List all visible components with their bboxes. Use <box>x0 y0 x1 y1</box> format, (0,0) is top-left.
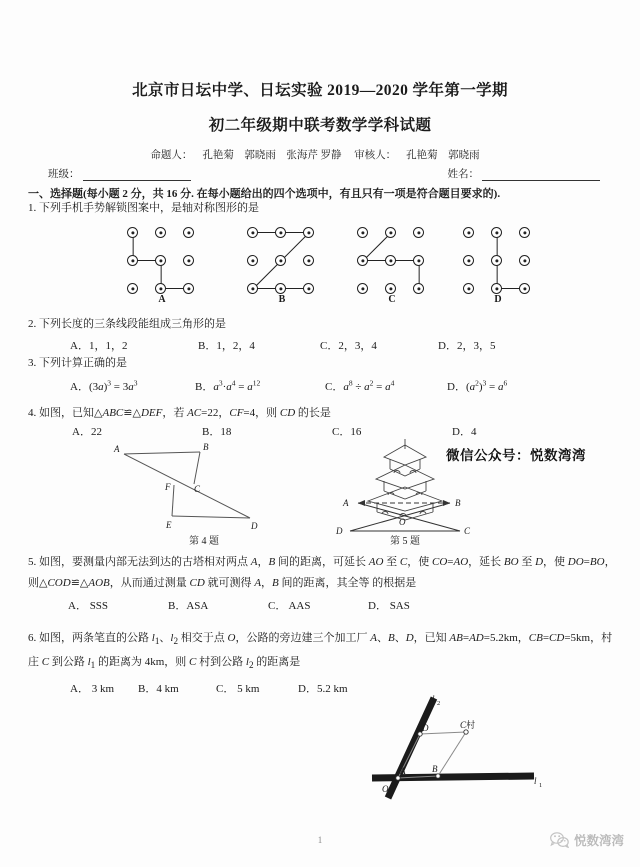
question-4-text <box>28 405 616 422</box>
figure-crossing-roads <box>362 692 547 805</box>
question-3-options <box>70 378 580 394</box>
question-2-body: 下列长度的三条线段能组成三角形的是 <box>39 318 226 330</box>
question-2-text <box>28 316 616 333</box>
question-2-option-c[interactable]: C．2，3，4 <box>320 340 377 352</box>
question-6-option-a[interactable]: A． 3 km <box>70 683 114 695</box>
vertex-label-c: C <box>194 484 201 494</box>
pattern-dot[interactable] <box>463 283 474 294</box>
question-5-options <box>68 597 468 613</box>
vertex-label-d: D <box>251 521 258 531</box>
question-1-body: 下列手机手势解锁图案中，是轴对称图形的是 <box>39 202 259 214</box>
road-label-l2: l <box>432 694 435 704</box>
pattern-dot[interactable] <box>303 227 314 238</box>
question-4-option-d[interactable]: D．4 <box>452 426 477 438</box>
pagoda-label-o: O <box>399 517 406 527</box>
pattern-label-d: D <box>494 294 502 305</box>
pattern-label-c: C <box>388 294 396 305</box>
pattern-dot[interactable] <box>385 227 396 238</box>
name-label: 姓名： <box>447 169 479 180</box>
figure-congruent-triangles <box>104 440 304 540</box>
unlock-pattern-d[interactable] <box>460 224 536 305</box>
pagoda-label-b: B <box>455 498 461 508</box>
student-fields <box>48 166 600 181</box>
vertex-label-b: B <box>203 442 209 452</box>
pattern-dot[interactable] <box>385 283 396 294</box>
question-4-option-b[interactable]: B．18 <box>202 426 232 438</box>
wechat-icon <box>550 832 569 848</box>
question-5-body: 如图，要测量内部无法到达的古塔相对两点 A，B 间的距离，可延长 AO 至 C，使 CO=AO，延长 BO 至 D，使 DO=BO，则△COD≌△AOB，从而通过测量 CD 就可测得 A，B 间的距离，其全等 的根据是 <box>28 556 616 589</box>
pattern-dot[interactable] <box>413 283 424 294</box>
question-4-option-c[interactable]: C．16 <box>332 426 362 438</box>
reviewer-names: 孔艳菊 郭晓雨 <box>406 150 480 161</box>
pattern-dot[interactable] <box>385 255 396 266</box>
pattern-dot[interactable] <box>303 255 314 266</box>
vertex-label-a: A <box>114 444 120 454</box>
pattern-dot[interactable] <box>519 227 530 238</box>
pattern-dot[interactable] <box>247 227 258 238</box>
author-credits <box>0 147 640 162</box>
class-input-blank[interactable] <box>83 169 191 181</box>
question-1-text <box>28 200 616 217</box>
pattern-dot[interactable] <box>275 283 286 294</box>
figure-5-caption: 第 5 题 <box>390 536 420 547</box>
pattern-dot[interactable] <box>357 227 368 238</box>
question-6-option-b[interactable]: B．4 km <box>138 683 179 695</box>
pattern-dot[interactable] <box>247 255 258 266</box>
reviewer-label: 审核人： <box>354 150 397 161</box>
name-field[interactable] <box>448 166 601 181</box>
pagoda-label-c: C <box>464 526 471 535</box>
pagoda-label-a: A <box>343 498 349 508</box>
svg-text:1: 1 <box>539 782 543 789</box>
pattern-dot[interactable] <box>155 255 166 266</box>
question-5-option-c[interactable]: C． AAS <box>268 600 311 612</box>
vertex-label-f: F <box>165 482 171 492</box>
watermark-wechat-main: 微信公众号：悦数湾湾 <box>446 448 586 464</box>
figure-4-caption: 第 4 题 <box>189 536 219 547</box>
pattern-dot[interactable] <box>491 227 502 238</box>
pattern-dot[interactable] <box>127 283 138 294</box>
vertex-label-o: O <box>382 784 389 794</box>
pattern-dot[interactable] <box>463 227 474 238</box>
pattern-dot[interactable] <box>155 227 166 238</box>
question-2-option-a[interactable]: A．1，1，2 <box>70 340 128 352</box>
question-4-body: 如图，已知△ABC≌△DEF，若 AC=22，CF=4，则 CD 的长是 <box>39 407 331 419</box>
question-6-number: 6. <box>28 632 37 644</box>
question-2-option-d[interactable]: D．2，3，5 <box>438 340 496 352</box>
pattern-dot[interactable] <box>491 255 502 266</box>
pattern-dot[interactable] <box>127 227 138 238</box>
author-names: 孔艳菊 郭晓雨 张海芹 罗静 <box>202 150 342 161</box>
vertex-label-c-village: C村 <box>460 720 476 730</box>
pattern-label-b: B <box>278 294 286 305</box>
pattern-dot[interactable] <box>183 283 194 294</box>
question-5-option-a[interactable]: A． SSS <box>68 600 109 612</box>
pattern-dot[interactable] <box>519 283 530 294</box>
question-5-text <box>28 552 616 594</box>
question-2-number: 2. <box>28 318 37 330</box>
pattern-dot[interactable] <box>519 255 530 266</box>
vertex-label-e: E <box>166 520 172 530</box>
pattern-dot[interactable] <box>463 255 474 266</box>
watermark-wechat-footer <box>550 831 624 849</box>
question-3-text <box>28 355 616 372</box>
page-number: 1 <box>317 835 323 845</box>
question-5-number: 5. <box>28 556 37 568</box>
pattern-dot[interactable] <box>491 283 502 294</box>
page-title-line2: 初二年级期中联考数学学科试题 <box>208 117 432 134</box>
class-label: 班级： <box>48 169 80 180</box>
question-3-option-a[interactable]: A．$(3a)^3 = 3a^3$ <box>70 378 138 393</box>
question-6-body: 如图，两条笔直的公路 $l_1$、$l_2$ 相交于点 O，公路的旁边建三个加工厂 A、B、D，已知 AB=AD=5.2km，CB=CD=5km，村庄 C 到公路 $l_1$ 的距离为 4km，则 C 村到公路 $l_2$ 的距离是 <box>28 632 613 671</box>
class-field[interactable] <box>48 166 191 181</box>
pattern-dot[interactable] <box>127 255 138 266</box>
road-label-l1: l <box>534 776 537 786</box>
question-3-option-d[interactable]: D．$(a^2)^3 = a^6$ <box>447 378 508 393</box>
question-6-option-d[interactable]: D．5.2 km <box>298 683 348 695</box>
pattern-dot[interactable] <box>413 255 424 266</box>
question-3-option-c[interactable]: C．$a^8 \div a^2 = a^4$ <box>325 378 395 393</box>
unlock-pattern-a[interactable] <box>124 224 200 305</box>
pattern-dot[interactable] <box>303 283 314 294</box>
author-label: 命题人： <box>150 150 193 161</box>
question-2-option-b[interactable]: B．1，2，4 <box>198 340 255 352</box>
question-6-text <box>28 628 616 676</box>
section-heading: 一、选择题(每小题 2 分，共 16 分. 在每小题给出的四个选项中，有且只有一项是符合题目要求的). <box>28 188 501 200</box>
svg-text:2: 2 <box>437 700 441 707</box>
pattern-dot[interactable] <box>183 227 194 238</box>
question-5-option-b[interactable]: B．ASA <box>168 600 209 612</box>
pattern-label-a: A <box>158 294 166 305</box>
unlock-pattern-c[interactable] <box>354 224 430 305</box>
question-3-body: 下列计算正确的是 <box>39 357 127 369</box>
question-4-option-a[interactable]: A．22 <box>72 426 102 438</box>
pattern-dot[interactable] <box>247 283 258 294</box>
question-1-number: 1. <box>28 202 37 214</box>
question-6-option-c[interactable]: C． 5 km <box>216 683 260 695</box>
watermark-footer-text: 悦数湾湾 <box>573 833 624 848</box>
vertex-label-d: D <box>422 723 429 733</box>
pattern-dot[interactable] <box>275 255 286 266</box>
page-title-line1: 北京市日坛中学、日坛实验 2019—2020 学年第一学期 <box>132 82 508 99</box>
name-input-blank[interactable] <box>482 169 600 181</box>
pattern-dot[interactable] <box>413 227 424 238</box>
question-3-option-b[interactable]: B．$a^3\cdot a^4 = a^{12}$ <box>195 378 261 393</box>
question-4-number: 4. <box>28 407 37 419</box>
vertex-label-b: B <box>432 764 438 774</box>
pattern-dot[interactable] <box>275 227 286 238</box>
pagoda-label-d: D <box>336 526 343 535</box>
pattern-dot[interactable] <box>357 283 368 294</box>
question-5-option-d[interactable]: D． SAS <box>368 600 410 612</box>
pattern-dot[interactable] <box>357 255 368 266</box>
question-3-number: 3. <box>28 357 37 369</box>
question-2-options <box>70 337 570 353</box>
pattern-dot[interactable] <box>155 283 166 294</box>
vertex-label-a: A <box>400 766 406 776</box>
pattern-dot[interactable] <box>183 255 194 266</box>
unlock-pattern-b[interactable] <box>244 224 320 305</box>
